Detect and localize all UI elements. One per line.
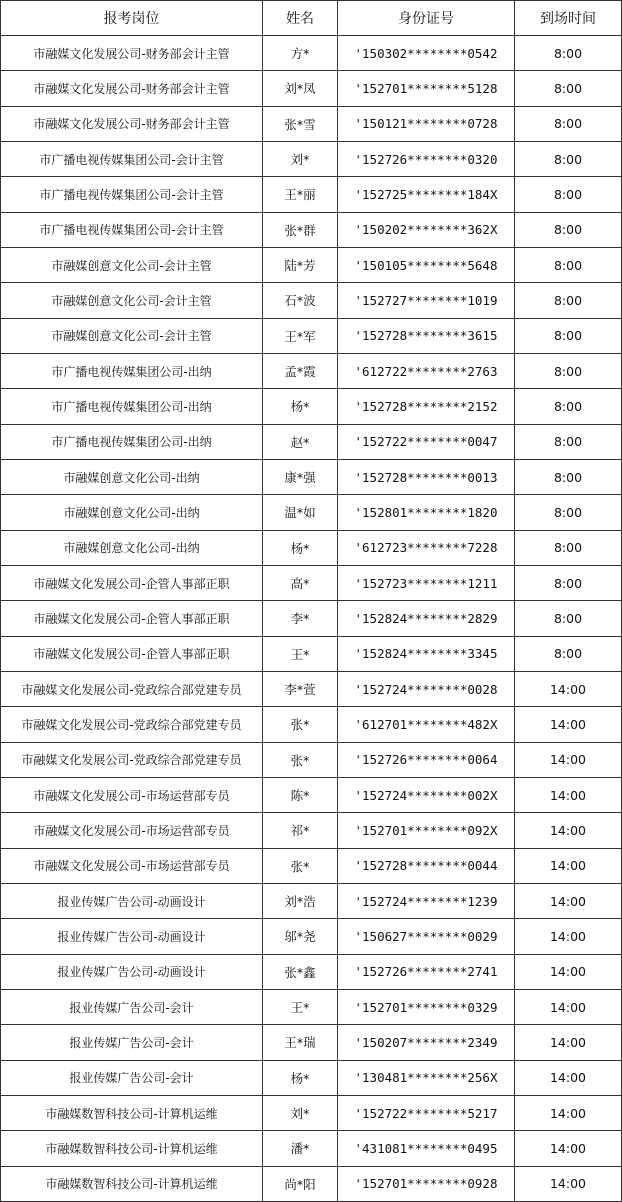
cell-arrival-time: 8:00 xyxy=(515,389,622,424)
cell-id-number: '152723********1211 xyxy=(338,565,515,600)
cell-id-number: '150627********0029 xyxy=(338,919,515,954)
cell-arrival-time: 14:00 xyxy=(515,954,622,989)
cell-position: 市融媒文化发展公司-市场运营部专员 xyxy=(1,848,263,883)
cell-position: 市融媒创意文化公司-出纳 xyxy=(1,459,263,494)
cell-name: 王*瑞 xyxy=(263,1025,338,1060)
cell-arrival-time: 14:00 xyxy=(515,919,622,954)
header-arrival-time: 到场时间 xyxy=(515,1,622,36)
cell-arrival-time: 8:00 xyxy=(515,636,622,671)
cell-id-number: '152728********0013 xyxy=(338,459,515,494)
cell-id-number: '612723********7228 xyxy=(338,530,515,565)
cell-arrival-time: 8:00 xyxy=(515,106,622,141)
cell-name: 方* xyxy=(263,36,338,71)
cell-id-number: '152726********0064 xyxy=(338,742,515,777)
cell-name: 邬*尧 xyxy=(263,919,338,954)
cell-arrival-time: 8:00 xyxy=(515,424,622,459)
cell-arrival-time: 8:00 xyxy=(515,177,622,212)
cell-id-number: '152724********0028 xyxy=(338,671,515,706)
cell-id-number: '152726********0320 xyxy=(338,141,515,176)
table-row xyxy=(1,883,622,918)
cell-position: 市广播电视传媒集团公司-出纳 xyxy=(1,389,263,424)
cell-position: 市融媒数智科技公司-计算机运维 xyxy=(1,1166,263,1201)
table-row xyxy=(1,283,622,318)
cell-arrival-time: 14:00 xyxy=(515,777,622,812)
table-row xyxy=(1,954,622,989)
table-row xyxy=(1,1166,622,1201)
cell-position: 报业传媒广告公司-动画设计 xyxy=(1,883,263,918)
table-row xyxy=(1,495,622,530)
cell-id-number: '152701********0928 xyxy=(338,1166,515,1201)
cell-name: 杨* xyxy=(263,530,338,565)
cell-id-number: '152727********1019 xyxy=(338,283,515,318)
table-row xyxy=(1,353,622,388)
cell-arrival-time: 14:00 xyxy=(515,1095,622,1130)
cell-name: 杨* xyxy=(263,1060,338,1095)
cell-arrival-time: 8:00 xyxy=(515,318,622,353)
cell-id-number: '152801********1820 xyxy=(338,495,515,530)
header-id-number: 身份证号 xyxy=(338,1,515,36)
cell-name: 张* xyxy=(263,848,338,883)
cell-arrival-time: 14:00 xyxy=(515,989,622,1024)
cell-name: 高* xyxy=(263,565,338,600)
cell-id-number: '152701********5128 xyxy=(338,71,515,106)
table-row xyxy=(1,389,622,424)
table-row xyxy=(1,601,622,636)
cell-name: 刘*浩 xyxy=(263,883,338,918)
cell-position: 市广播电视传媒集团公司-出纳 xyxy=(1,424,263,459)
cell-position: 市广播电视传媒集团公司-会计主管 xyxy=(1,141,263,176)
table-body xyxy=(1,36,622,1202)
cell-id-number: '152728********3615 xyxy=(338,318,515,353)
table-row xyxy=(1,141,622,176)
cell-arrival-time: 8:00 xyxy=(515,283,622,318)
cell-position: 市融媒文化发展公司-财务部会计主管 xyxy=(1,36,263,71)
cell-name: 王*丽 xyxy=(263,177,338,212)
cell-id-number: '152824********2829 xyxy=(338,601,515,636)
cell-id-number: '152726********2741 xyxy=(338,954,515,989)
cell-id-number: '152725********184X xyxy=(338,177,515,212)
cell-position: 市融媒文化发展公司-企管人事部正职 xyxy=(1,601,263,636)
table-row xyxy=(1,212,622,247)
cell-name: 李* xyxy=(263,601,338,636)
cell-name: 张*群 xyxy=(263,212,338,247)
cell-id-number: '150302********0542 xyxy=(338,36,515,71)
cell-position: 报业传媒广告公司-动画设计 xyxy=(1,954,263,989)
cell-id-number: '152728********0044 xyxy=(338,848,515,883)
cell-id-number: '152722********0047 xyxy=(338,424,515,459)
cell-position: 市融媒数智科技公司-计算机运维 xyxy=(1,1095,263,1130)
cell-position: 市融媒文化发展公司-财务部会计主管 xyxy=(1,71,263,106)
cell-name: 刘* xyxy=(263,141,338,176)
cell-name: 石*波 xyxy=(263,283,338,318)
cell-arrival-time: 8:00 xyxy=(515,212,622,247)
table-row xyxy=(1,530,622,565)
cell-name: 王*军 xyxy=(263,318,338,353)
cell-name: 孟*霞 xyxy=(263,353,338,388)
table-row xyxy=(1,848,622,883)
cell-position: 市融媒文化发展公司-企管人事部正职 xyxy=(1,636,263,671)
header-position: 报考岗位 xyxy=(1,1,263,36)
cell-arrival-time: 14:00 xyxy=(515,883,622,918)
cell-name: 刘* xyxy=(263,1095,338,1130)
cell-id-number: '152701********0329 xyxy=(338,989,515,1024)
cell-position: 市融媒创意文化公司-会计主管 xyxy=(1,318,263,353)
cell-name: 李*萱 xyxy=(263,671,338,706)
cell-position: 市融媒创意文化公司-会计主管 xyxy=(1,247,263,282)
cell-name: 赵* xyxy=(263,424,338,459)
cell-arrival-time: 14:00 xyxy=(515,671,622,706)
cell-name: 杨* xyxy=(263,389,338,424)
cell-position: 报业传媒广告公司-会计 xyxy=(1,989,263,1024)
table-row xyxy=(1,318,622,353)
cell-position: 市融媒文化发展公司-企管人事部正职 xyxy=(1,565,263,600)
cell-name: 刘*凤 xyxy=(263,71,338,106)
table-row xyxy=(1,742,622,777)
cell-position: 市融媒创意文化公司-出纳 xyxy=(1,530,263,565)
cell-position: 市融媒文化发展公司-党政综合部党建专员 xyxy=(1,671,263,706)
cell-arrival-time: 8:00 xyxy=(515,71,622,106)
cell-position: 市广播电视传媒集团公司-会计主管 xyxy=(1,212,263,247)
cell-name: 祁* xyxy=(263,813,338,848)
table-row xyxy=(1,707,622,742)
table-row xyxy=(1,636,622,671)
cell-position: 市融媒文化发展公司-财务部会计主管 xyxy=(1,106,263,141)
cell-arrival-time: 14:00 xyxy=(515,742,622,777)
table-row xyxy=(1,989,622,1024)
table-row xyxy=(1,1025,622,1060)
cell-arrival-time: 14:00 xyxy=(515,1131,622,1166)
cell-name: 陈* xyxy=(263,777,338,812)
cell-position: 市广播电视传媒集团公司-出纳 xyxy=(1,353,263,388)
cell-arrival-time: 14:00 xyxy=(515,1060,622,1095)
table-row xyxy=(1,424,622,459)
cell-position: 报业传媒广告公司-会计 xyxy=(1,1060,263,1095)
cell-id-number: '612722********2763 xyxy=(338,353,515,388)
table-row xyxy=(1,1095,622,1130)
table-row xyxy=(1,671,622,706)
cell-arrival-time: 8:00 xyxy=(515,565,622,600)
cell-arrival-time: 8:00 xyxy=(515,36,622,71)
cell-name: 张*鑫 xyxy=(263,954,338,989)
cell-position: 市融媒创意文化公司-会计主管 xyxy=(1,283,263,318)
table-row xyxy=(1,919,622,954)
cell-position: 报业传媒广告公司-会计 xyxy=(1,1025,263,1060)
cell-position: 市融媒文化发展公司-市场运营部专员 xyxy=(1,813,263,848)
cell-position: 市广播电视传媒集团公司-会计主管 xyxy=(1,177,263,212)
cell-id-number: '152724********002X xyxy=(338,777,515,812)
table-row xyxy=(1,36,622,71)
cell-position: 市融媒文化发展公司-市场运营部专员 xyxy=(1,777,263,812)
cell-id-number: '150105********5648 xyxy=(338,247,515,282)
table-row xyxy=(1,177,622,212)
header-name: 姓名 xyxy=(263,1,338,36)
cell-arrival-time: 8:00 xyxy=(515,141,622,176)
cell-id-number: '130481********256X xyxy=(338,1060,515,1095)
cell-arrival-time: 8:00 xyxy=(515,601,622,636)
cell-id-number: '152728********2152 xyxy=(338,389,515,424)
cell-arrival-time: 14:00 xyxy=(515,707,622,742)
table-row xyxy=(1,106,622,141)
cell-name: 张* xyxy=(263,742,338,777)
table-row xyxy=(1,247,622,282)
cell-arrival-time: 8:00 xyxy=(515,353,622,388)
cell-name: 潘* xyxy=(263,1131,338,1166)
cell-position: 市融媒文化发展公司-党政综合部党建专员 xyxy=(1,707,263,742)
cell-position: 市融媒数智科技公司-计算机运维 xyxy=(1,1131,263,1166)
cell-arrival-time: 14:00 xyxy=(515,848,622,883)
cell-id-number: '150121********0728 xyxy=(338,106,515,141)
cell-name: 王* xyxy=(263,989,338,1024)
cell-name: 康*强 xyxy=(263,459,338,494)
table-row xyxy=(1,1131,622,1166)
table-row xyxy=(1,1060,622,1095)
table-row xyxy=(1,565,622,600)
table-row xyxy=(1,71,622,106)
cell-id-number: '150207********2349 xyxy=(338,1025,515,1060)
cell-id-number: '612701********482X xyxy=(338,707,515,742)
cell-name: 尚*阳 xyxy=(263,1166,338,1201)
header-row xyxy=(1,1,622,36)
cell-name: 温*如 xyxy=(263,495,338,530)
cell-arrival-time: 14:00 xyxy=(515,1166,622,1201)
table-row xyxy=(1,777,622,812)
cell-id-number: '152701********092X xyxy=(338,813,515,848)
cell-position: 市融媒文化发展公司-党政综合部党建专员 xyxy=(1,742,263,777)
table-row xyxy=(1,459,622,494)
cell-name: 陆*芳 xyxy=(263,247,338,282)
cell-id-number: '152824********3345 xyxy=(338,636,515,671)
cell-name: 王* xyxy=(263,636,338,671)
table-row xyxy=(1,813,622,848)
cell-name: 张*雪 xyxy=(263,106,338,141)
cell-arrival-time: 14:00 xyxy=(515,1025,622,1060)
cell-id-number: '152722********5217 xyxy=(338,1095,515,1130)
cell-position: 报业传媒广告公司-动画设计 xyxy=(1,919,263,954)
cell-arrival-time: 8:00 xyxy=(515,530,622,565)
cell-id-number: '152724********1239 xyxy=(338,883,515,918)
cell-position: 市融媒创意文化公司-出纳 xyxy=(1,495,263,530)
cell-name: 张* xyxy=(263,707,338,742)
cell-arrival-time: 8:00 xyxy=(515,459,622,494)
cell-arrival-time: 8:00 xyxy=(515,495,622,530)
cell-arrival-time: 8:00 xyxy=(515,247,622,282)
cell-id-number: '150202********362X xyxy=(338,212,515,247)
cell-id-number: '431081********0495 xyxy=(338,1131,515,1166)
cell-arrival-time: 14:00 xyxy=(515,813,622,848)
